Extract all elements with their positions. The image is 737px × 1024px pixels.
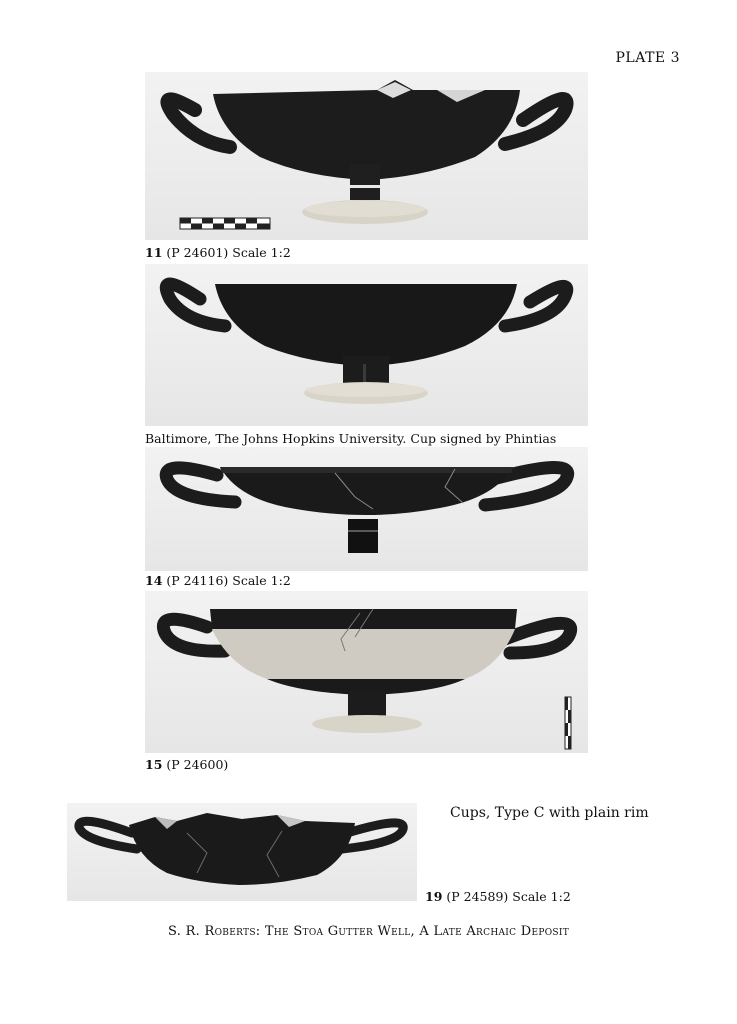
caption-cup-baltimore (145, 431, 556, 446)
caption-text: (P 24589) Scale 1:2 (446, 889, 571, 904)
caption-text: (P 24116) Scale 1:2 (166, 573, 291, 588)
figure-number: 19 (425, 889, 443, 904)
page-footer: S. R. Roberts: The Stoa Gutter Well, A Late Archaic Deposit (167, 924, 569, 939)
caption-cup-15 (145, 757, 228, 772)
caption-cup-14 (145, 573, 291, 588)
caption-cup-11 (145, 245, 291, 260)
caption-text: Baltimore, The Johns Hopkins University. Cup signed by Phintias (145, 431, 557, 446)
plate-side-note: Cups, Type C with plain rim (450, 805, 649, 821)
figure-number: 11 (145, 245, 163, 260)
photo-cup-15 (145, 591, 588, 753)
caption-text: (P 24601) Scale 1:2 (166, 245, 291, 260)
caption-text: (P 24600) (166, 757, 229, 772)
caption-cup-19 (425, 889, 571, 904)
figure-number: 15 (145, 757, 163, 772)
photo-cup-19 (67, 803, 417, 901)
photo-cup-14 (145, 447, 588, 571)
photo-cup-11 (145, 72, 588, 240)
plate-label: PLATE 3 (615, 50, 680, 66)
photo-cup-baltimore (145, 264, 588, 426)
figure-number: 14 (145, 573, 163, 588)
